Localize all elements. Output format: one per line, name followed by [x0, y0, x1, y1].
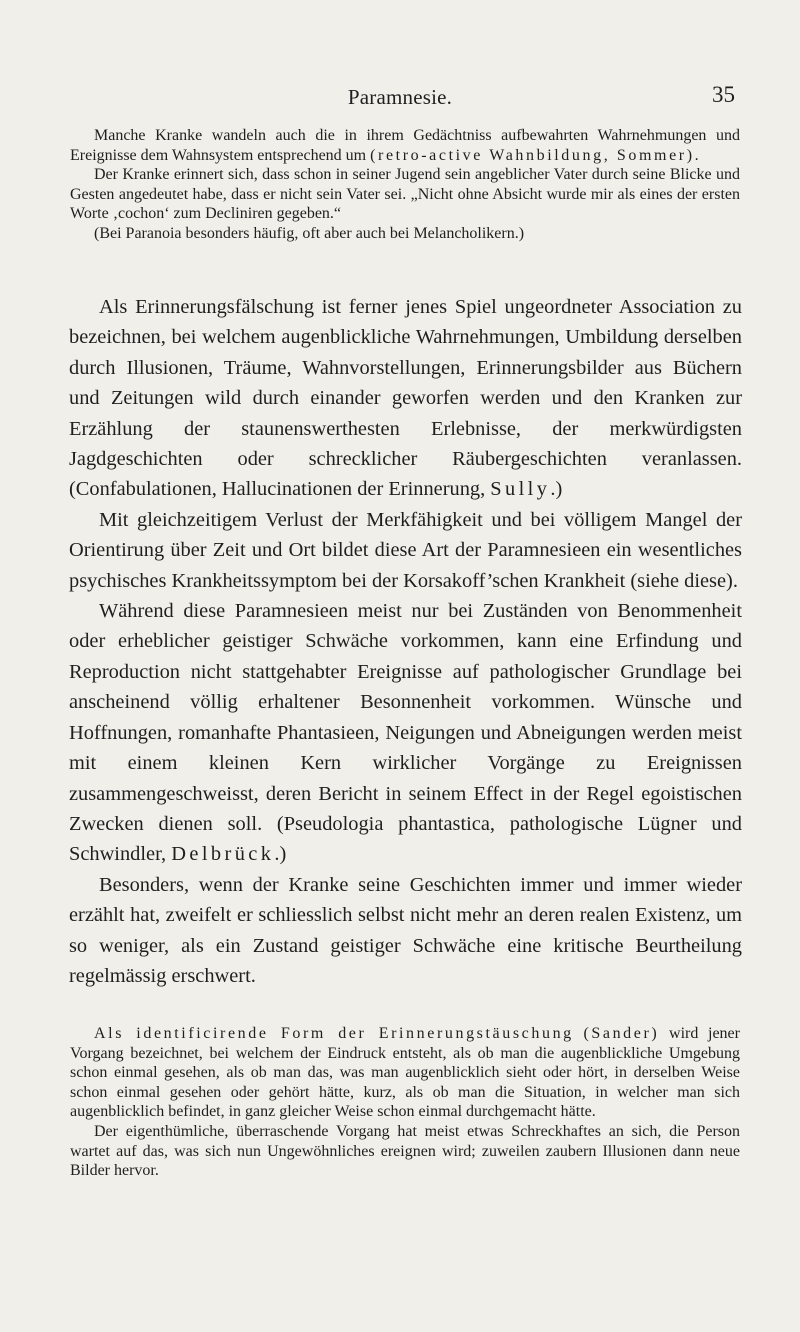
paragraph: Als Erinnerungsfälschung ist ferner jenes Spiel ungeordneter Association zu bezeichnen, bei welchem augenblickliche Wahrnehmungen, Umbildung derselben durch Illusionen, Träume, Wahnvorstellungen, Erinnerungsbilder aus Büchern und Zeitungen wild durch einander geworfen werden und den Kranken zur Erzählung der staunenswerthesten Erlebnisse, der merkwürdigsten Jagdgeschichten oder schrecklicher Räubergeschichten veranlassen. (Confabulationen, Hallucinationen der Erinnerung, Sully.): [69, 296, 742, 501]
paragraph: Als identificirende Form der Erinnerungstäuschung (Sander) wird jener Vorgang bezeichnet, bei welchem der Eindruck entsteht, als ob man die augenblickliche Umgebung schon einmal gesehen, als ob man das, was man augenblicklich sieht oder hört, in derselben Weise schon einmal gesehen oder gehört hätte, kurz, als ob man die Situation, in welcher man sich augenblicklich befindet, in ganz gleicher Weise schon einmal durchgemacht hätte.: [70, 1025, 740, 1121]
small-print-block-bottom: [70, 1024, 740, 1181]
paragraph: Manche Kranke wandeln auch die in ihrem Gedächtniss aufbewahrten Wahrnehmungen und Ereignisse dem Wahnsystem entsprechend um (retro-active Wahnbildung, Sommer).: [70, 127, 740, 164]
author-name: (Sander): [583, 1025, 660, 1042]
paragraph: (Bei Paranoia besonders häufig, oft aber auch bei Melancholikern.): [94, 224, 525, 242]
running-title: Paramnesie.: [347, 85, 453, 109]
paragraph: Der Kranke erinnert sich, dass schon in seiner Jugend sein angeblicher Vater durch seine Blicke und Gesten angedeutet habe, dass er nicht sein Vater sei. „Nicht ohne Absicht wurde mir als eines der ersten Worte ‚cochon‘ zum Decliniren gegeben.“: [70, 166, 740, 223]
page-number: 35: [712, 82, 735, 107]
author-name: Sully: [490, 478, 551, 501]
term: (retro-active Wahnbildung, Sommer).: [370, 146, 702, 164]
main-text-block: [69, 292, 742, 991]
author-name: Delbrück: [171, 843, 275, 866]
paragraph: Besonders, wenn der Kranke seine Geschichten immer und immer wieder erzählt hat, zweifelt er schliesslich selbst nicht mehr an deren realen Existenz, um so weniger, als ein Zustand geistiger Schwäche eine kritische Beurtheilung regelmässig erschwert.: [69, 873, 742, 987]
paragraph: Der eigenthümliche, überraschende Vorgang hat meist etwas Schreckhaftes an sich, die Person wartet auf das, was sich nun Ungewöhnliches ereignen wird; zuweilen zaubern Illusionen dann neue Bilder hervor.: [70, 1122, 740, 1180]
term: Als identificirende Form der Erinnerungstäuschung: [94, 1025, 574, 1042]
paragraph: Während diese Paramnesieen meist nur bei Zuständen von Benommenheit oder erheblicher geistiger Schwäche vorkommen, kann eine Erfindung und Reproduction nicht stattgehabter Ereignisse auf pathologischer Grundlage bei anscheinend völlig erhaltener Besonnenheit vorkommen. Wünsche und Hoffnungen, romanhafte Phantasieen, Neigungen und Abneigungen werden meist mit einem kleinen Kern wirklicher Vorgänge zu Ereignissen zusammengeschweisst, deren Bericht in seinem Effect in der Regel egoistischen Zwecken dienen soll. (Pseudologia phantastica, pathologische Lügner und Schwindler, Delbrück.): [69, 600, 742, 866]
small-print-block-top: [70, 126, 740, 244]
paragraph: Mit gleichzeitigem Verlust der Merkfähigkeit und bei völligem Mangel der Orientirung über Zeit und Ort bildet diese Art der Paramnesieen ein wesentliches psychisches Krankheitssymptom bei der Korsakoff’schen Krankheit (siehe diese).: [69, 508, 742, 592]
